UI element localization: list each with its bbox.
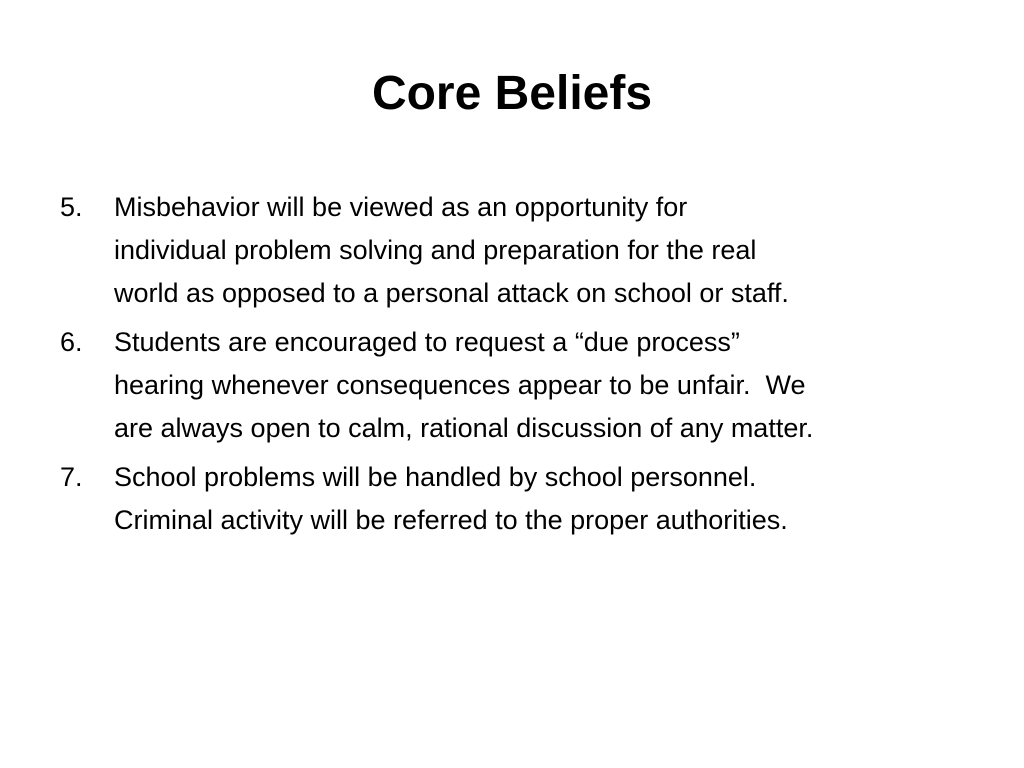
belief-text: Students are encouraged to request a “due process” hearing whenever consequences appear to be unfair. We are always open to calm, rational discussion of any matter. bbox=[114, 327, 814, 443]
slide-title: Core Beliefs bbox=[371, 67, 653, 120]
belief-list bbox=[60, 186, 960, 548]
belief-item-7 bbox=[60, 456, 960, 542]
belief-number: 7. bbox=[60, 462, 83, 492]
belief-item-6 bbox=[60, 321, 960, 450]
belief-number: 5. bbox=[60, 192, 83, 222]
belief-number: 6. bbox=[60, 327, 83, 357]
belief-text: School problems will be handled by school personnel. Criminal activity will be referred to the proper authorities. bbox=[114, 462, 788, 535]
belief-item-5 bbox=[60, 186, 960, 315]
belief-text: Misbehavior will be viewed as an opportunity for individual problem solving and preparation for the real world as opposed to a personal attack on school or staff. bbox=[114, 192, 789, 308]
